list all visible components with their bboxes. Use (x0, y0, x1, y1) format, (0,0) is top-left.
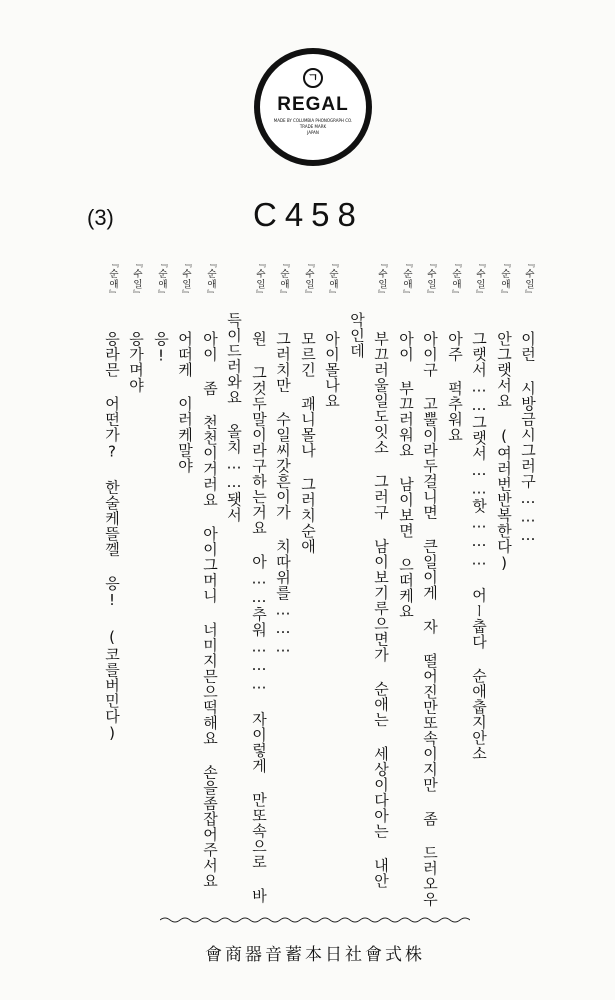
script-line (198, 258, 222, 898)
script-line (369, 258, 393, 898)
speaker-label: 『순애』 (156, 258, 167, 300)
regal-record-label-logo (254, 48, 372, 166)
dialogue-text: 아이구 고뿔이라두걸니면 큰일이게 자 떨어진만또속이지만 좀 드러오우 (421, 330, 439, 907)
speaker-label: 『순애』 (450, 258, 461, 300)
script-line (443, 258, 467, 898)
dialogue-text: 악인데 (348, 312, 366, 359)
speaker-label: 『수일』 (376, 258, 387, 300)
speaker-label: 『순애』 (205, 258, 216, 300)
dialogue-text: 응! (152, 330, 170, 365)
script-line (173, 258, 197, 898)
logo-fine-print: JAPAN (307, 130, 319, 135)
dialogue-text: 아이 부끄러워요 남이보면 으떠케요 (397, 330, 415, 619)
script-line (296, 258, 320, 898)
page-number: (3) (87, 205, 114, 230)
record-number: C458 (253, 196, 364, 233)
dialogue-text: 어떠케 이러케말야 (176, 330, 194, 473)
speaker-label: 『수일』 (131, 258, 142, 300)
dialogue-text: 모르긴 괘니몰나 그러치순애 (299, 330, 317, 554)
speaker-label: 『수일』 (425, 258, 436, 300)
dialogue-text: 그러치만 수일씨갓흔이가 치따위를……… (274, 330, 292, 656)
script-line (467, 258, 491, 898)
logo-fine-print: TRADE MARK (299, 124, 327, 129)
script-line (320, 258, 344, 898)
script-line (271, 258, 295, 898)
script-line (516, 258, 540, 898)
speaker-label: 『수일』 (254, 258, 265, 300)
speaker-label: 『수일』 (303, 258, 314, 300)
script-line-continuation (222, 312, 246, 952)
script-line-continuation (345, 312, 369, 952)
speaker-label: 『수일』 (180, 258, 191, 300)
logo-brand-text: REGAL (277, 94, 349, 115)
dialogue-text: 득이드러와요 올치……됏서 (225, 312, 243, 523)
dialogue-text: 이런 시방금시그러구……… (519, 330, 537, 544)
dialogue-text: 응가며야 (127, 330, 145, 393)
dialogue-text: 안그랫서요 (여러번반복한다) (495, 330, 513, 572)
publisher-company-name: 會商器音蓄本日社會式株 (205, 945, 425, 965)
logo-mark-icon: ㄱ (303, 68, 323, 88)
speaker-label: 『수일』 (474, 258, 485, 300)
speaker-label: 『순애』 (278, 258, 289, 300)
script-line (100, 258, 124, 898)
speaker-label: 『순애』 (401, 258, 412, 300)
speaker-label: 『수일』 (523, 258, 534, 300)
script-line (149, 258, 173, 898)
logo-inner-disc (260, 54, 366, 160)
dialogue-text: 아이몰나요 (323, 330, 341, 408)
script-line (247, 258, 271, 903)
dialogue-text: 응라믄 어떤가? 한술케뜰껠 응! (코를버민다) (103, 330, 121, 742)
script-line (492, 258, 516, 898)
dialogue-text: 원 그것두말이라구하는거요 아……추워……… 자이렇게 만또속으로 바 (250, 330, 268, 903)
wavy-divider (160, 916, 470, 924)
script-line (394, 258, 418, 898)
speaker-label: 『순애』 (107, 258, 118, 300)
dialogue-text: 부끄러울일도잇소 그러구 남이보기루으면가 순애는 세상이다아는 내안 (372, 330, 390, 888)
script-line (124, 258, 148, 898)
dialogue-text: 아이 좀 천천이거러요 아이그머니 너미지믄으떡해요 손을좀잡어주서요 (201, 330, 219, 888)
speaker-label: 『순애』 (327, 258, 338, 300)
dialogue-text: 아주 퍽추워요 (446, 330, 464, 442)
speaker-label: 『순애』 (499, 258, 510, 300)
dialogue-text: 그랫서……그랫서……핫……… 어ー춥다 순애춥지안소 (470, 330, 488, 761)
logo-fine-print: MADE BY COLUMBIA PHONOGRAPH CO. (273, 118, 353, 123)
script-line (418, 258, 442, 907)
